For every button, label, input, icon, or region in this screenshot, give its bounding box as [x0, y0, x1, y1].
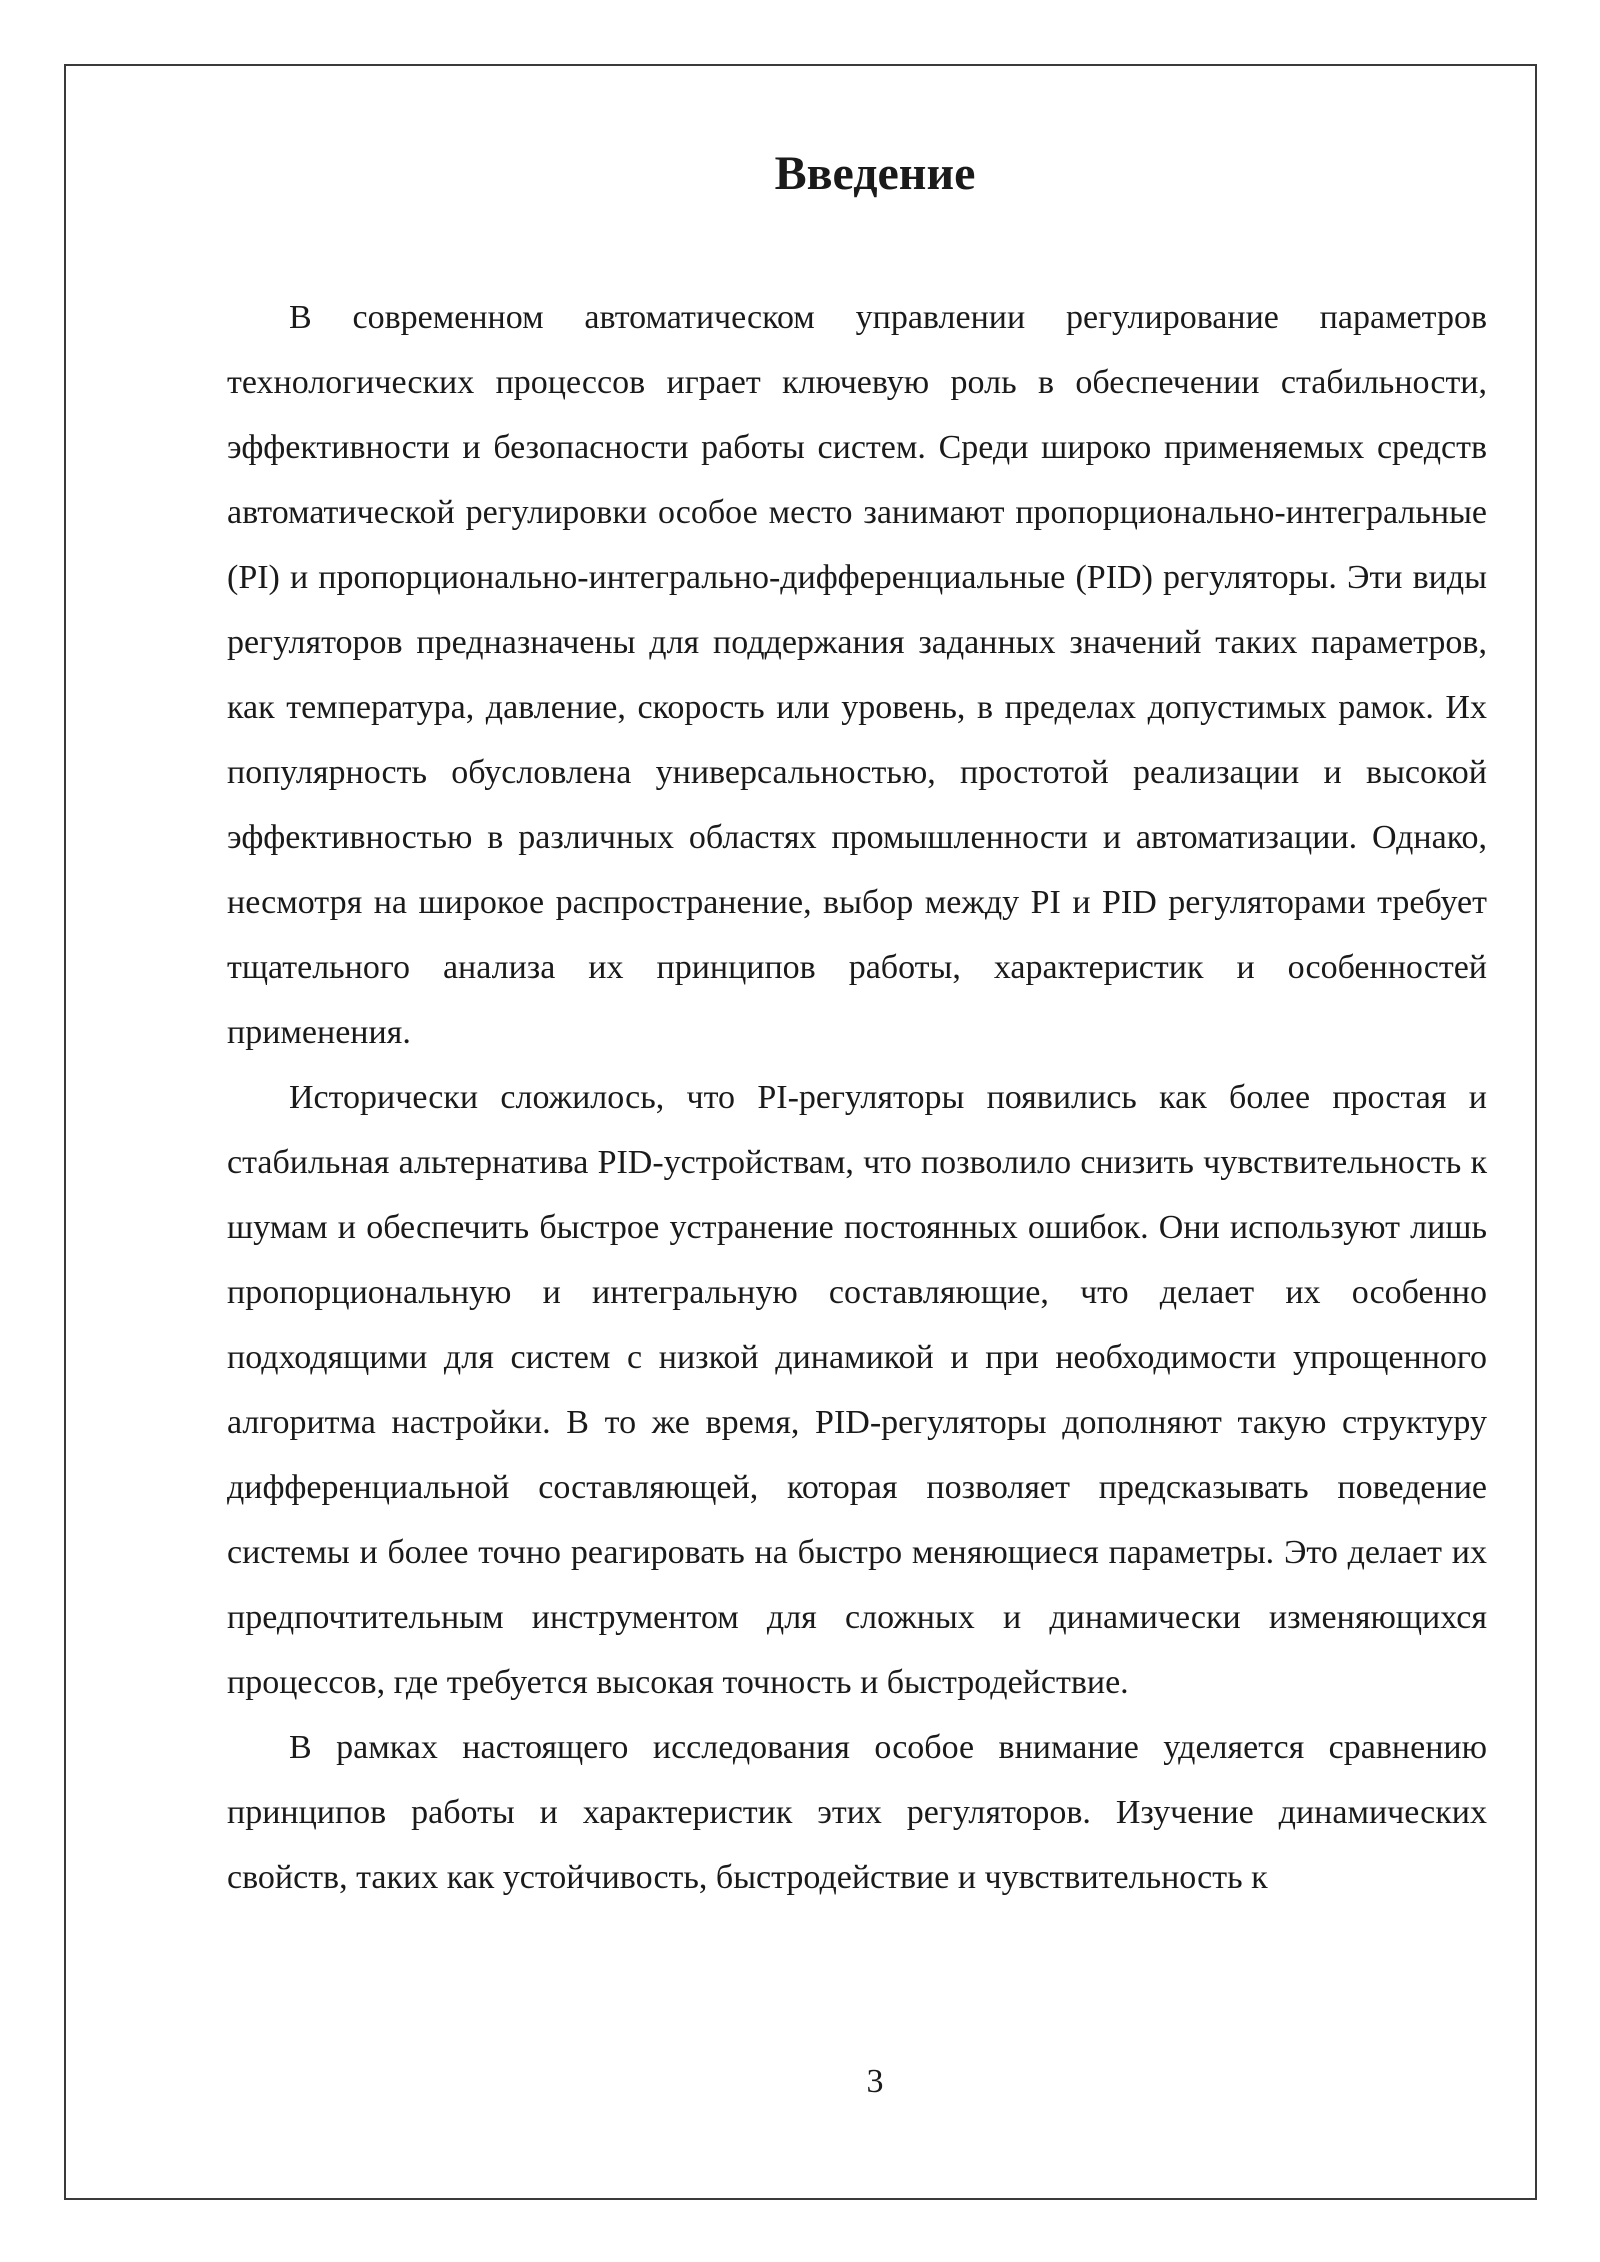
- paragraph-2: Исторически сложилось, что PI-регуляторы появились как более простая и стабильная альтернатива PID-устройствам, что позволило снизить чувствительность к шумам и обеспечить быстрое устранение постоянных ошибок. Они используют лишь пропорциональную и интегральную составляющие, что делает их особенно подходящими для систем с низкой динамикой и при необходимости упрощенного алгоритма настройки. В то же время, PID-регуляторы дополняют такую структуру дифференциальной составляющей, которая позволяет предсказывать поведение системы и более точно реагировать на быстро меняющиеся параметры. Это делает их предпочтительным инструментом для сложных и динамически изменяющихся процессов, где требуется высокая точность и быстродействие.: [227, 1079, 1487, 1701]
- body-text: [227, 285, 1487, 1910]
- page-title: Введение: [774, 147, 976, 200]
- paragraph-3: В рамках настоящего исследования особое внимание уделяется сравнению принципов работы и характеристик этих регуляторов. Изучение динамических свойств, таких как устойчивость, быстродействие и чувствительность к: [227, 1729, 1487, 1896]
- paragraph-1: В современном автоматическом управлении регулирование параметров технологических процессов играет ключевую роль в обеспечении стабильности, эффективности и безопасности работы систем. Среди широко применяемых средств автоматической регулировки особое место занимают пропорционально-интегральные (PI) и пропорционально-интегрально-дифференциальные (PID) регуляторы. Эти виды регуляторов предназначены для поддержания заданных значений таких параметров, как температура, давление, скорость или уровень, в пределах допустимых рамок. Их популярность обусловлена универсальностью, простотой реализации и высокой эффективностью в различных областях промышленности и автоматизации. Однако, несмотря на широкое распространение, выбор между PI и PID регуляторами требует тщательного анализа их принципов работы, характеристик и особенностей применения.: [227, 299, 1487, 1051]
- page-number: 3: [866, 2063, 884, 2100]
